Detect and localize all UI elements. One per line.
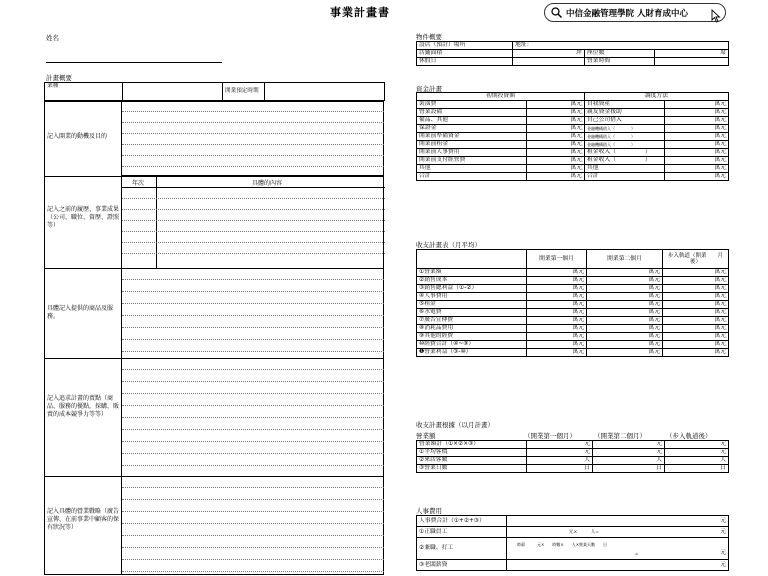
funding-item-label: 開業前支付經營費 bbox=[417, 157, 527, 165]
section-products-field[interactable] bbox=[121, 268, 384, 358]
fulltime-label: ①正職員工 bbox=[417, 527, 507, 538]
funding-item-amount[interactable]: 萬元 bbox=[527, 109, 585, 117]
search-icon bbox=[551, 7, 562, 18]
pnl-item-label: ❶營業利益（③-⑩） bbox=[417, 349, 527, 357]
page-title: 事業計畫書 bbox=[330, 6, 390, 19]
pnl-row bbox=[417, 285, 729, 293]
revenue-col1: （開業第一個月） bbox=[524, 432, 576, 440]
pnl-item-label: ⑩經費合計（④~⑨） bbox=[417, 341, 527, 349]
personnel-label: 人事費用 bbox=[416, 507, 442, 515]
hours-label: 營業時間 bbox=[585, 58, 655, 66]
pnl-item-label: ②銷售成本 bbox=[417, 277, 527, 285]
funding-source-label: 金融機構借入（ ） bbox=[585, 133, 665, 141]
funding-source-amount[interactable]: 萬元 bbox=[665, 149, 729, 157]
revenue-col2: （開業第二個月） bbox=[594, 432, 646, 440]
parttime-field[interactable]: 時薪 元× 時數× 人×營業天數 日 = 元 bbox=[507, 538, 729, 560]
revenue-row bbox=[417, 465, 729, 473]
revenue-row bbox=[417, 449, 729, 457]
pnl-m2-field[interactable]: 萬元 bbox=[587, 301, 663, 309]
pnl-steady-field[interactable]: 萬元 bbox=[663, 285, 729, 293]
revenue-item-label: ①平均客價 bbox=[417, 449, 527, 457]
revenue-steady-field[interactable]: 人 bbox=[665, 457, 729, 465]
pnl-item-label: ⑦廣告宣傳費 bbox=[417, 317, 527, 325]
pnl-steady-field[interactable]: 萬元 bbox=[663, 341, 729, 349]
funding-row bbox=[417, 101, 729, 109]
revenue-steady-field[interactable]: 元 bbox=[665, 441, 729, 449]
funding-row bbox=[417, 157, 729, 165]
pnl-m1-field[interactable]: 萬元 bbox=[527, 333, 587, 341]
plan-overview-label: 計畫概要 bbox=[46, 74, 72, 82]
pnl-item-label: ④人事費用 bbox=[417, 293, 527, 301]
pnl-m1-field[interactable]: 萬元 bbox=[527, 293, 587, 301]
funding-row bbox=[417, 117, 729, 125]
address-field[interactable]: 地址： bbox=[513, 42, 729, 50]
pnl-m2-field[interactable]: 萬元 bbox=[587, 325, 663, 333]
pnl-col3: 步入軌道（開業 月後） bbox=[663, 250, 729, 269]
funding-item-label: 營業設備 bbox=[417, 109, 527, 117]
pnl-m2-field[interactable]: 萬元 bbox=[587, 269, 663, 277]
funding-source-label: 自己公司借入 bbox=[585, 117, 665, 125]
pnl-steady-field[interactable]: 萬元 bbox=[663, 269, 729, 277]
pnl-steady-field[interactable]: 萬元 bbox=[663, 317, 729, 325]
seats-label: 座位數 bbox=[585, 50, 655, 58]
pnl-m1-field[interactable]: 萬元 bbox=[527, 309, 587, 317]
open-date-label: 開業預定時期 bbox=[223, 83, 265, 101]
section-selling-points-field[interactable] bbox=[121, 358, 384, 476]
revenue-row bbox=[417, 457, 729, 465]
funding-item-amount[interactable]: 萬元 bbox=[527, 149, 585, 157]
location-label: 設店（預計）場所 bbox=[417, 42, 513, 50]
revenue-m2-field[interactable]: 日 bbox=[593, 465, 665, 473]
history-year-label: 年次 bbox=[132, 180, 145, 187]
property-table bbox=[416, 41, 729, 66]
pnl-m1-field[interactable]: 萬元 bbox=[527, 325, 587, 333]
funding-row bbox=[417, 109, 729, 117]
revenue-item-label: ③營業日數 bbox=[417, 465, 527, 473]
section-history-field[interactable] bbox=[121, 176, 384, 268]
revenue-steady-field[interactable]: 元 bbox=[665, 449, 729, 457]
pnl-col1: 開業第一個月 bbox=[527, 250, 587, 269]
pnl-row bbox=[417, 325, 729, 333]
pnl-item-label: ⑨其他的經費 bbox=[417, 333, 527, 341]
pnl-m1-field[interactable]: 萬元 bbox=[527, 349, 587, 357]
funding-item-amount[interactable]: 萬元 bbox=[527, 133, 585, 141]
revenue-row bbox=[417, 441, 729, 449]
revenue-table bbox=[416, 440, 729, 473]
pnl-m2-field[interactable]: 萬元 bbox=[587, 341, 663, 349]
funding-source-amount[interactable]: 萬元 bbox=[665, 165, 729, 173]
pnl-steady-field[interactable]: 萬元 bbox=[663, 349, 729, 357]
section-strategy-field[interactable] bbox=[121, 476, 384, 575]
pnl-m2-field[interactable]: 萬元 bbox=[587, 293, 663, 301]
holiday-label: 休假日 bbox=[417, 58, 513, 66]
section-products-label: 具體記入提供的商品及服務。 bbox=[47, 305, 114, 320]
funding-source-amount[interactable]: 萬元 bbox=[665, 173, 729, 181]
search-box[interactable] bbox=[544, 3, 726, 22]
name-label: 姓名 bbox=[46, 34, 59, 42]
funding-source-label: 親友資金援助 bbox=[585, 109, 665, 117]
funding-item-amount[interactable]: 萬元 bbox=[527, 101, 585, 109]
section-strategy-label: 記入具體的營業戰略（廣告宣傳、在前事業中顧客的保有狀況等） bbox=[47, 508, 120, 531]
name-line[interactable] bbox=[46, 62, 222, 63]
pnl-row bbox=[417, 269, 729, 277]
fulltime-field[interactable]: 元× 人= 元 bbox=[507, 527, 729, 538]
pnl-item-label: ⑤租金 bbox=[417, 301, 527, 309]
property-label: 物件概要 bbox=[416, 33, 442, 41]
funding-row bbox=[417, 125, 729, 133]
revenue-m1-field[interactable]: 日 bbox=[527, 465, 593, 473]
revenue-m2-field[interactable]: 元 bbox=[593, 449, 665, 457]
holiday-field[interactable] bbox=[513, 58, 585, 66]
funding-source-amount[interactable]: 萬元 bbox=[665, 125, 729, 133]
funding-item-label: 裝潢費 bbox=[417, 101, 527, 109]
pnl-steady-field[interactable]: 萬元 bbox=[663, 277, 729, 285]
pnl-row bbox=[417, 309, 729, 317]
funding-source-label: 合計 bbox=[585, 173, 665, 181]
funding-source-amount[interactable]: 萬元 bbox=[665, 133, 729, 141]
funding-item-label: 合計 bbox=[417, 173, 527, 181]
funding-item-amount[interactable]: 萬元 bbox=[527, 125, 585, 133]
revenue-col3: （步入軌道後） bbox=[666, 432, 712, 440]
pnl-m1-field[interactable]: 萬元 bbox=[527, 341, 587, 349]
pnl-steady-field[interactable]: 萬元 bbox=[663, 333, 729, 341]
plan-overview-table bbox=[44, 82, 385, 101]
history-content-label: 具體的內容 bbox=[252, 180, 283, 187]
funding-source-amount[interactable]: 萬元 bbox=[665, 101, 729, 109]
pnl-m2-field[interactable]: 萬元 bbox=[587, 349, 663, 357]
funding-row bbox=[417, 173, 729, 181]
personnel-table bbox=[416, 515, 729, 571]
pnl-m2-field[interactable]: 萬元 bbox=[587, 285, 663, 293]
revenue-item-label: ②來店客數 bbox=[417, 457, 527, 465]
funding-head-right: 調度方法 bbox=[585, 93, 729, 101]
pnl-m2-field[interactable]: 萬元 bbox=[587, 333, 663, 341]
pnl-row bbox=[417, 317, 729, 325]
cursor-icon bbox=[711, 9, 721, 23]
funding-source-amount[interactable]: 萬元 bbox=[665, 109, 729, 117]
pnl-m2-field[interactable]: 萬元 bbox=[587, 277, 663, 285]
pnl-item-label: ⑧消耗品費用 bbox=[417, 325, 527, 333]
pnl-m2-field[interactable]: 萬元 bbox=[587, 317, 663, 325]
pnl-m1-field[interactable]: 萬元 bbox=[527, 269, 587, 277]
funding-item-amount[interactable]: 萬元 bbox=[527, 157, 585, 165]
pnl-item-label: ①營業額 bbox=[417, 269, 527, 277]
pnl-m1-field[interactable]: 萬元 bbox=[527, 301, 587, 309]
funding-table bbox=[416, 92, 729, 181]
revenue-m2-field[interactable]: 人 bbox=[593, 457, 665, 465]
revenue-m1-field[interactable]: 元 bbox=[527, 449, 593, 457]
revenue-steady-field[interactable]: 日 bbox=[665, 465, 729, 473]
search-text: 中信金融管理學院 人財育成中心 bbox=[566, 8, 688, 19]
funding-item-label: 其他 bbox=[417, 165, 527, 173]
funding-row bbox=[417, 149, 729, 157]
revenue-label: 收支計畫根據（以月計畫） bbox=[416, 421, 494, 429]
funding-item-label: 備品、其他 bbox=[417, 117, 527, 125]
revenue-m1-field[interactable]: 人 bbox=[527, 457, 593, 465]
pnl-steady-field[interactable]: 萬元 bbox=[663, 293, 729, 301]
pnl-item-label: ③銷售總利益（①-②） bbox=[417, 285, 527, 293]
area-field[interactable]: 坪 bbox=[513, 50, 585, 58]
section-motivation-field[interactable] bbox=[121, 101, 384, 176]
funding-row bbox=[417, 141, 729, 149]
pnl-m1-field[interactable]: 萬元 bbox=[527, 277, 587, 285]
pnl-row bbox=[417, 333, 729, 341]
pnl-row bbox=[417, 277, 729, 285]
funding-item-amount[interactable]: 萬元 bbox=[527, 117, 585, 125]
funding-item-label: 保證金 bbox=[417, 125, 527, 133]
area-label: 店鋪面積 bbox=[417, 50, 513, 58]
pnl-steady-field[interactable]: 萬元 bbox=[663, 325, 729, 333]
pnl-row bbox=[417, 301, 729, 309]
funding-item-amount[interactable]: 萬元 bbox=[527, 165, 585, 173]
funding-source-amount[interactable]: 萬元 bbox=[665, 157, 729, 165]
funding-item-amount[interactable]: 萬元 bbox=[527, 141, 585, 149]
funding-source-label: 租金收入（ ） bbox=[585, 157, 665, 165]
revenue-m1-field[interactable]: 元 bbox=[527, 441, 593, 449]
pnl-m2-field[interactable]: 萬元 bbox=[587, 309, 663, 317]
funding-source-amount[interactable]: 萬元 bbox=[665, 117, 729, 125]
pnl-label: 收支計畫表（月平均） bbox=[416, 241, 481, 249]
pnl-row bbox=[417, 349, 729, 357]
pnl-m1-field[interactable]: 萬元 bbox=[527, 317, 587, 325]
funding-row bbox=[417, 165, 729, 173]
funding-item-label: 開業前準備資金 bbox=[417, 133, 527, 141]
pnl-steady-field[interactable]: 萬元 bbox=[663, 301, 729, 309]
section-selling-points-label: 記入追求計畫的賣點（商品、服務的優點，採購、販賣的成本競爭力等等） bbox=[47, 395, 120, 418]
funding-item-amount[interactable]: 萬元 bbox=[527, 173, 585, 181]
funding-item-label: 開業前人事費用 bbox=[417, 149, 527, 157]
parttime-label: ②兼職、打工 bbox=[417, 538, 507, 560]
funding-source-label: 租金收入（ ） bbox=[585, 149, 665, 157]
funding-item-label: 開業前租金 bbox=[417, 141, 527, 149]
revenue-sub: 營業額 bbox=[416, 432, 436, 440]
section-history-label: 記入之前的履歷、事業成果（公司、職位、資歷、證照等） bbox=[47, 206, 120, 229]
funding-row bbox=[417, 133, 729, 141]
personnel-total-field[interactable]: 元 bbox=[507, 516, 729, 527]
owner-salary-field[interactable]: 元 bbox=[507, 560, 729, 571]
funding-head-left: 初期投資額 bbox=[417, 93, 585, 101]
funding-source-label: 金融機構借入（ ） bbox=[585, 125, 665, 133]
revenue-m2-field[interactable]: 元 bbox=[593, 441, 665, 449]
seats-field[interactable]: 席 bbox=[655, 50, 729, 58]
open-date-field[interactable] bbox=[265, 83, 385, 101]
funding-source-label: 金融機構借入（ ） bbox=[585, 141, 665, 149]
personnel-total-label: 人事費合計（①+②+③） bbox=[417, 516, 507, 527]
owner-salary-label: ③老闆薪資 bbox=[417, 560, 507, 571]
funding-source-amount[interactable]: 萬元 bbox=[665, 141, 729, 149]
pnl-table bbox=[416, 249, 729, 357]
revenue-item-label: 營業額計（①×②×③） bbox=[417, 441, 527, 449]
pnl-m1-field[interactable]: 萬元 bbox=[527, 285, 587, 293]
pnl-row bbox=[417, 341, 729, 349]
pnl-steady-field[interactable]: 萬元 bbox=[663, 309, 729, 317]
funding-label: 資金計畫 bbox=[416, 85, 442, 93]
pnl-row bbox=[417, 293, 729, 301]
section-motivation-label: 記入開業的動機及目的 bbox=[47, 133, 108, 140]
hours-field[interactable] bbox=[655, 58, 729, 66]
pnl-col2: 開業第二個月 bbox=[587, 250, 663, 269]
industry-label: 業種 bbox=[45, 83, 123, 101]
pnl-item-label: ⑥水電費 bbox=[417, 309, 527, 317]
funding-source-label: 其他 bbox=[585, 165, 665, 173]
industry-field[interactable] bbox=[123, 83, 223, 101]
funding-source-label: 自我資產 bbox=[585, 101, 665, 109]
